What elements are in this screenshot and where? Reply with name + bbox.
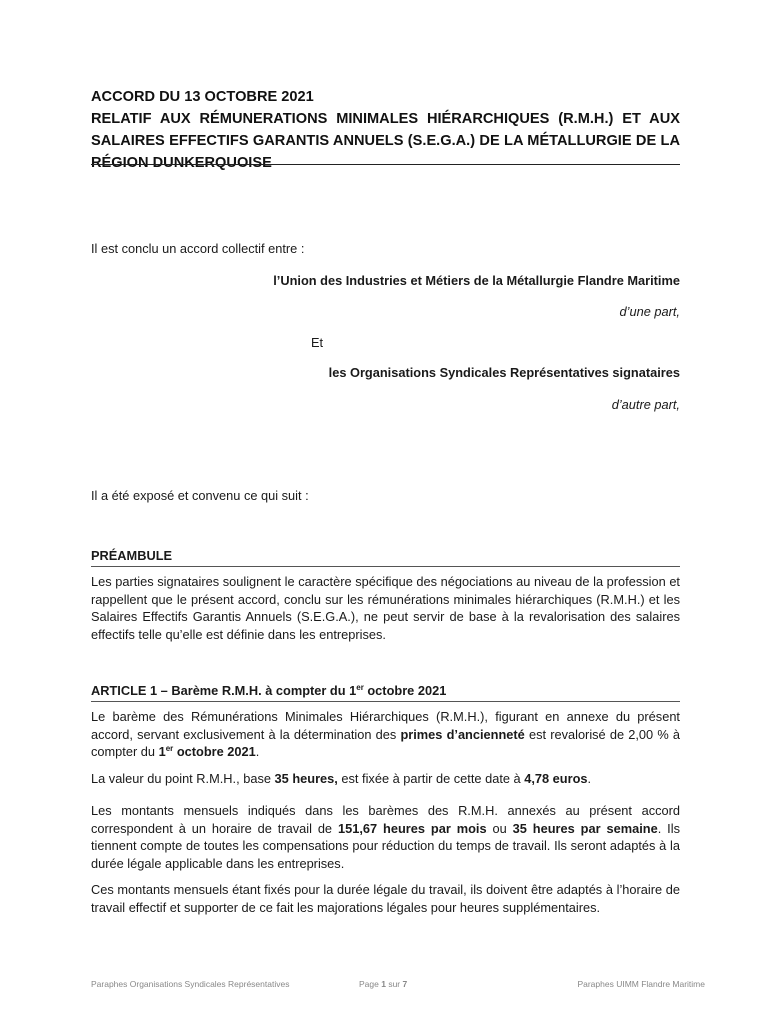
footer-page-total: 7 bbox=[402, 979, 408, 989]
footer-page-word: Page bbox=[359, 979, 382, 989]
expose-statement: Il a été exposé et convenu ce qui suit : bbox=[91, 488, 309, 503]
preambule-heading: PRÉAMBULE bbox=[91, 548, 173, 563]
footer-left: Paraphes Organisations Syndicales Représentatives bbox=[91, 979, 290, 989]
party-1-role: d’une part, bbox=[619, 304, 680, 319]
article-1-p2-period: . bbox=[587, 771, 592, 786]
weekly-hours: 35 heures par semaine bbox=[512, 820, 658, 836]
point-value: 4,78 euros bbox=[524, 771, 588, 786]
preambule-text: Les parties signataires soulignent le caractère spécifique des négociations au niveau de la profession et rappellent que le présent accord, conclu sur les rémunérations minimales hiérarchiques (R.M.H.) et les Salaires Effectifs Garantis Annuels (S.E.G.A.), ne peut servir de base à la revalorisation des salaires effectifs telle qu’elle est définie dans les entreprises. bbox=[91, 574, 680, 642]
article-1-heading-date: octobre 2021 bbox=[363, 683, 447, 698]
article-1-heading bbox=[91, 682, 446, 699]
parties-intro: Il est conclu un accord collectif entre : bbox=[91, 241, 305, 256]
document-title bbox=[91, 86, 680, 174]
party-2-role: d’autre part, bbox=[611, 397, 680, 412]
primes-anciennete: primes d’ancienneté bbox=[400, 726, 525, 742]
base-hours: 35 heures, bbox=[274, 771, 338, 786]
date-month: octobre 2021 bbox=[173, 744, 256, 759]
article-1-heading-text: ARTICLE 1 – Barème R.M.H. à compter du 1 bbox=[91, 683, 357, 698]
party-2: les Organisations Syndicales Représentatives signataires bbox=[328, 365, 680, 380]
parties-and: Et bbox=[311, 335, 324, 350]
article-1-p1-text-a: Le barème des Rémunérations Minimales Hiérarchiques (R.M.H.), figurant en annexe du présent accord, servant exclusivement à la détermination des bbox=[91, 709, 680, 742]
date-day: 1 bbox=[158, 744, 166, 759]
title-line-2: RELATIF AUX RÉMUNERATIONS MINIMALES HIÉRARCHIQUES (R.M.H.) ET AUX SALAIRES EFFECTIFS GARANTIS ANNUELS (S.E.G.A.) DE LA MÉTALLURGIE DE LA RÉGION DUNKERQUOISE bbox=[91, 111, 680, 171]
footer-page-of: sur bbox=[385, 979, 403, 989]
article-1-p2-text-c: est fixée à partir de cette date à bbox=[337, 771, 525, 786]
article-1-p3-text-e: . Ils tiennent compte de toutes les compensations pour réduction du temps de travail. Ils seront adaptés à la durée légale applicable dans les entreprises. bbox=[91, 820, 680, 871]
article-1-paragraph-3 bbox=[91, 802, 680, 872]
date-day-sup: er bbox=[165, 744, 174, 753]
article-1-paragraph-2 bbox=[91, 770, 680, 788]
footer-page-number bbox=[359, 979, 407, 989]
article-1-paragraph-1 bbox=[91, 708, 680, 761]
article-1-heading-sup: er bbox=[356, 683, 364, 692]
article-1-p1-period: . bbox=[255, 744, 260, 759]
footer-right: Paraphes UIMM Flandre Maritime bbox=[577, 979, 705, 989]
footer-page-current: 1 bbox=[381, 979, 386, 989]
article-1-paragraph-4: Ces montants mensuels étant fixés pour la durée légale du travail, ils doivent être adaptés à l’horaire de travail effectif et supporter de ce fait les majorations légales pour heures supplémentaires. bbox=[91, 882, 680, 915]
article-1-rule bbox=[91, 701, 680, 702]
title-line-1: ACCORD DU 13 OCTOBRE 2021 bbox=[91, 89, 314, 105]
article-1-p2-text-a: La valeur du point R.M.H., base bbox=[91, 771, 275, 786]
preambule-rule bbox=[91, 566, 680, 567]
article-1-p3-text-a: Les montants mensuels indiqués dans les barèmes des R.M.H. annexés au présent accord correspondent à un horaire de travail de bbox=[91, 803, 680, 836]
article-1-p1-text-c: est revalorisé de 2,00 % à compter du bbox=[91, 726, 680, 759]
party-1: l’Union des Industries et Métiers de la Métallurgie Flandre Maritime bbox=[273, 273, 680, 288]
title-underline bbox=[91, 164, 680, 165]
article-1-p3-text-c: ou bbox=[486, 820, 513, 836]
monthly-hours: 151,67 heures par mois bbox=[337, 820, 487, 836]
